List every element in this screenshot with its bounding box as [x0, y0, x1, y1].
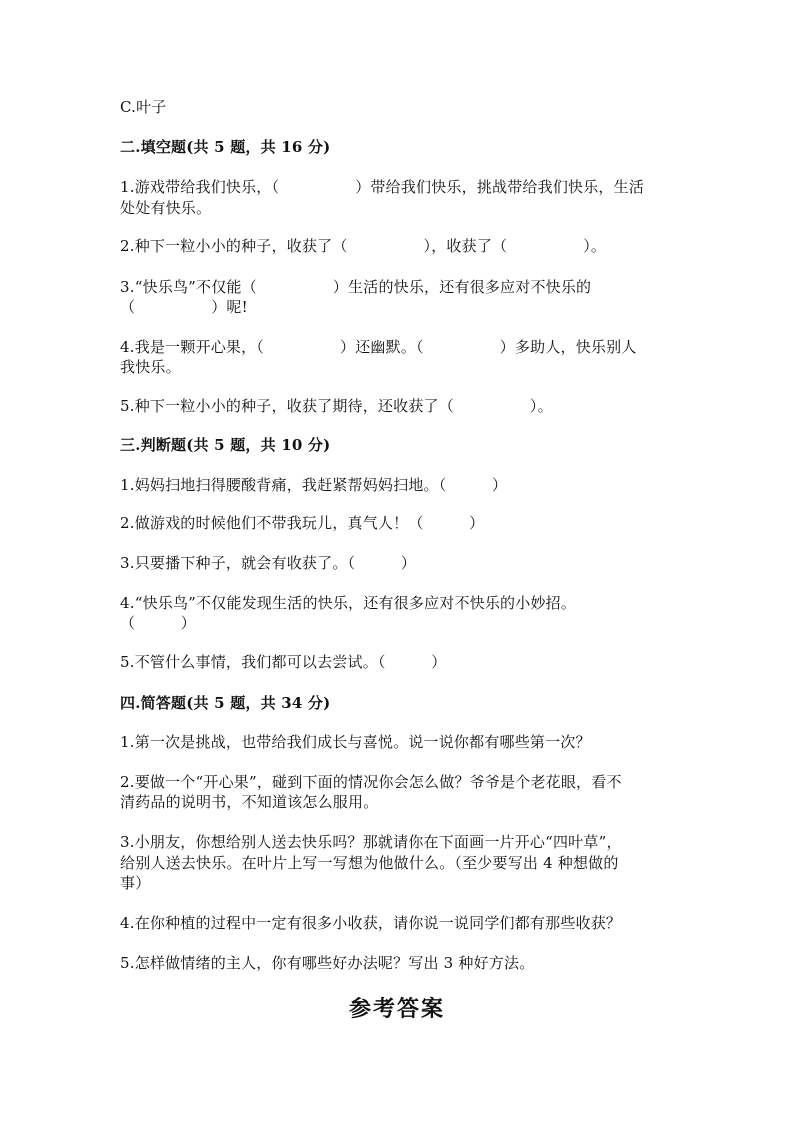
short-answer-q3-line2: 给别人送去快乐。在叶片上写一写想为他做什么。（至少要写出 4 种想做的 [120, 854, 619, 872]
short-answer-q4: 4.在你种植的过程中一定有很多小收获，请你说一说同学们都有那些收获？ [120, 914, 622, 932]
fill-blank-q1-line1: 1.游戏带给我们快乐，（ ）带给我们快乐，挑战带给我们快乐，生活 [120, 178, 645, 196]
fill-blank-q4-line2: 我快乐。 [120, 358, 181, 376]
fill-blank-q3-line1: 3.“快乐鸟”不仅能（ ）生活的快乐，还有很多应对不快乐的 [120, 278, 592, 296]
fill-blank-q5: 5.种下一粒小小的种子，收获了期待，还收获了（ ）。 [120, 397, 553, 415]
true-false-q5: 5.不管什么事情，我们都可以去尝试。（ ） [120, 653, 447, 671]
true-false-q4-line1: 4.“快乐鸟”不仅能发现生活的快乐，还有很多应对不快乐的小妙招。 [120, 594, 577, 612]
short-answer-q3-line3: 事） [120, 874, 151, 892]
section-short-answer-heading: 四.简答题(共 5 题，共 34 分) [120, 694, 331, 712]
fill-blank-q3-line2: （ ）呢! [120, 298, 248, 316]
fill-blank-q2: 2.种下一粒小小的种子，收获了（ ），收获了（ ）。 [120, 237, 607, 255]
fill-blank-q4-line1: 4.我是一颗开心果，（ ）还幽默。（ ）多助人，快乐别人 [120, 338, 637, 356]
true-false-q2: 2.做游戏的时候他们不带我玩儿，真气人！（ ） [120, 514, 485, 532]
answers-title: 参考答案 [348, 996, 445, 1022]
section-true-false-heading: 三.判断题(共 5 题，共 10 分) [120, 436, 331, 454]
true-false-q1: 1.妈妈扫地扫得腰酸背痛，我赶紧帮妈妈扫地。（ ） [120, 476, 508, 494]
section-fill-blank-heading: 二.填空题(共 5 题，共 16 分) [120, 138, 331, 156]
short-answer-q2-line2: 清药品的说明书，不知道该怎么服用。 [120, 793, 379, 811]
short-answer-q2-line1: 2.要做一个“开心果”，碰到下面的情况你会怎么做？爷爷是个老花眼，看不 [120, 773, 622, 791]
short-answer-q5: 5.怎样做情绪的主人，你有哪些好办法呢？写出 3 种好方法。 [120, 954, 535, 972]
fill-blank-q1-line2: 处处有快乐。 [120, 199, 212, 217]
true-false-q4-line2: （ ） [120, 614, 197, 632]
short-answer-q3-line1: 3.小朋友，你想给别人送去快乐吗？那就请你在下面画一片开心“四叶草”， [120, 833, 622, 851]
option-c: C.叶子 [120, 98, 167, 116]
short-answer-q1: 1.第一次是挑战，也带给我们成长与喜悦。说一说你都有哪些第一次？ [120, 733, 591, 751]
true-false-q3: 3.只要播下种子，就会有收获了。（ ） [120, 554, 417, 572]
